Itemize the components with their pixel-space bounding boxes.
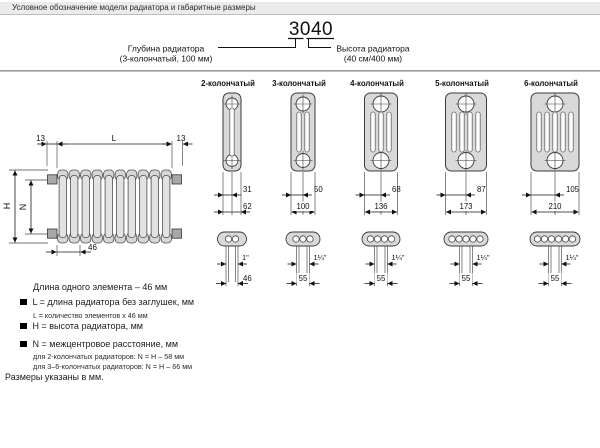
column-header: 3-колончатый xyxy=(272,79,326,88)
top-view-circle xyxy=(381,236,387,242)
legend-subitem: L = количество элементов x 46 мм xyxy=(33,311,148,320)
legend-footer: Размеры указаны в мм. xyxy=(5,372,104,382)
dim-full-width: 62 xyxy=(243,202,252,211)
column-header: 2-колончатый xyxy=(201,79,255,88)
column-slot xyxy=(460,112,464,152)
top-view-circle xyxy=(307,236,313,242)
dim-full-width: 100 xyxy=(296,202,310,211)
top-view-circle xyxy=(388,236,394,242)
dim-height: H xyxy=(2,202,12,210)
dim-spacing: 55 xyxy=(461,274,471,283)
column-slot xyxy=(553,112,557,152)
legend-item-text: H = высота радиатора, мм xyxy=(32,321,143,331)
column-slot xyxy=(305,112,309,152)
legend-subitem: для 2-колончатых радиаторов: N = H – 58 мм xyxy=(33,352,185,361)
column-slot xyxy=(476,112,480,152)
bullet-icon xyxy=(20,323,27,330)
dim-pipe-size: 1¼" xyxy=(565,253,579,262)
top-view-circle xyxy=(456,236,462,242)
column-slot xyxy=(371,112,375,152)
height-sublabel: (40 см/400 мм) xyxy=(343,53,403,64)
dim-spacing: 55 xyxy=(298,274,308,283)
top-view-circle xyxy=(463,236,469,242)
dim-pipe-size: 1" xyxy=(242,253,249,262)
column-slot xyxy=(545,112,549,152)
top-view-circle xyxy=(555,236,561,242)
bullet-icon xyxy=(20,299,27,306)
dim-half-width: 31 xyxy=(243,185,252,194)
bullet-icon xyxy=(20,341,27,348)
dim-spacing: 55 xyxy=(376,274,386,283)
dim-half-width: 105 xyxy=(566,185,580,194)
depth-label: Глубина радиатора xyxy=(127,43,205,54)
top-view-circle xyxy=(562,236,568,242)
top-view-circle xyxy=(477,236,483,242)
column-slot xyxy=(468,112,472,152)
column-group xyxy=(435,79,490,286)
column-slot xyxy=(569,112,573,152)
designation-code: 3040 xyxy=(288,19,334,40)
dim-element-width: 46 xyxy=(88,243,97,252)
dim-full-width: 210 xyxy=(548,202,562,211)
dim-pipe-size: 1¼" xyxy=(313,253,327,262)
column-header: 4-колончатый xyxy=(350,79,404,88)
top-view-circle xyxy=(470,236,476,242)
legend-item-height xyxy=(20,321,143,331)
top-view-circle xyxy=(569,236,575,242)
legend-item-text: L = длина радиатора без заглушек, мм xyxy=(32,297,195,307)
top-view-circle xyxy=(449,236,455,242)
depth-sublabel: (3-колончатый, 100 мм) xyxy=(119,53,213,64)
column-slot xyxy=(379,112,383,152)
column-slot xyxy=(297,112,301,152)
column-header: 6-колончатый xyxy=(524,79,578,88)
top-view-circle xyxy=(541,236,547,242)
dim-half-width: 50 xyxy=(314,185,323,194)
top-view-circle xyxy=(374,236,380,242)
dim-cap-right: 13 xyxy=(176,134,186,143)
legend xyxy=(0,0,260,448)
column-slot xyxy=(561,112,565,152)
dim-cap-left: 13 xyxy=(36,134,45,143)
dim-spacing: 46 xyxy=(243,274,252,283)
column-slot xyxy=(387,112,391,152)
page-title: Условное обозначение модели радиатора и габаритные размеры xyxy=(12,3,256,12)
height-label: Высота радиатора xyxy=(336,43,410,54)
legend-item-text: N = межцентровое расстояние, мм xyxy=(32,339,179,349)
top-view-circle xyxy=(534,236,540,242)
legend-subitem: для 3–6-колончатых радиаторов: N = H – 66 мм xyxy=(33,362,193,371)
dim-half-width: 68 xyxy=(392,185,401,194)
column-slot xyxy=(537,112,541,152)
top-view-circle xyxy=(293,236,299,242)
dim-full-width: 136 xyxy=(374,202,388,211)
top-view-circle xyxy=(367,236,373,242)
dim-pipe-size: 1¼" xyxy=(391,253,405,262)
legend-intro: Длина одного элемента – 46 мм xyxy=(33,282,168,292)
dim-pipe-size: 1¼" xyxy=(476,253,490,262)
legend-item-center-distance xyxy=(20,339,178,349)
column-group xyxy=(350,79,405,286)
column-group xyxy=(522,79,580,286)
dim-length: L xyxy=(111,133,117,143)
dim-center-distance: N xyxy=(18,203,28,211)
column-slot xyxy=(452,112,456,152)
dim-full-width: 173 xyxy=(459,202,473,211)
dim-half-width: 87 xyxy=(477,185,486,194)
dim-spacing: 55 xyxy=(550,274,560,283)
column-header: 5-колончатый xyxy=(435,79,489,88)
top-view-circle xyxy=(300,236,306,242)
legend-item-length xyxy=(20,297,194,307)
column-group xyxy=(272,79,327,286)
top-view-circle xyxy=(548,236,554,242)
